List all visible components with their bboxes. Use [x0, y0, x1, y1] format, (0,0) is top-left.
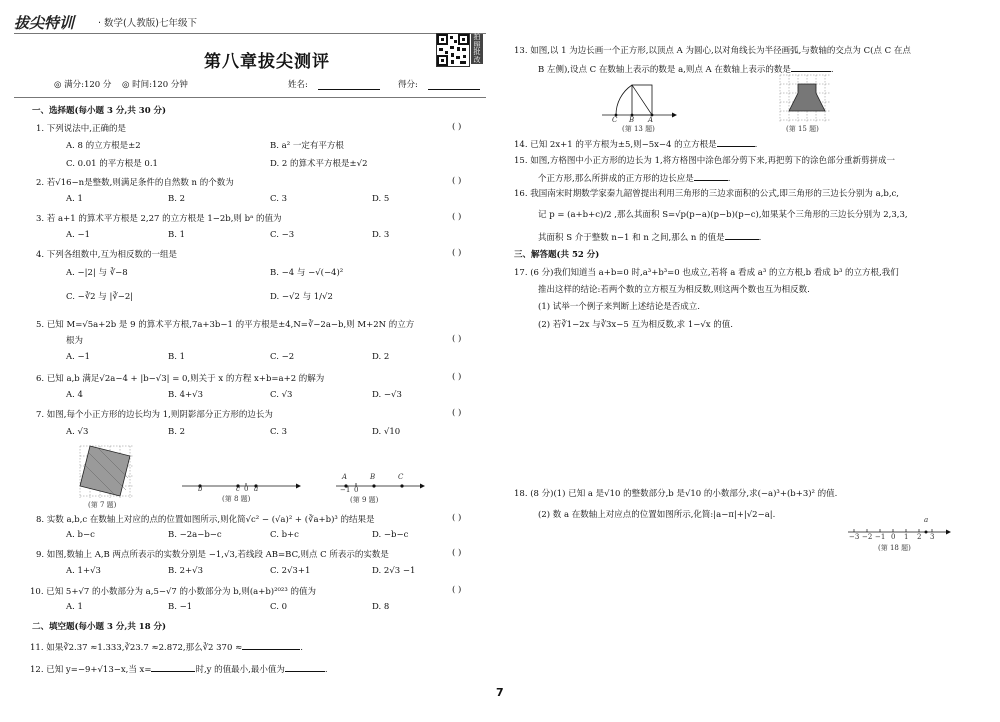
q17-part-2: (2) 若∛1−2x 与∛3x−5 互为相反数,求 1−√x 的值.: [538, 320, 733, 330]
q1-option-b[interactable]: B. a² 一定有平方根: [270, 141, 344, 151]
page-title: 第八章拔尖测评: [204, 52, 330, 72]
fig18-tick-neg2: −2: [862, 533, 873, 541]
q8-answer-paren[interactable]: ( ): [452, 513, 462, 523]
q3-option-d[interactable]: D. 3: [372, 230, 390, 240]
q5-stem: 5. 已知 M=√5a+2b 是 9 的算术平方根,7a+3b−1 的平方根是±4,N=∛−2a−b,则 M+2N 的立方: [36, 320, 415, 330]
q3-option-c[interactable]: C. −3: [270, 230, 295, 240]
header-rule: [14, 33, 486, 34]
q1-option-c[interactable]: C. 0.01 的平方根是 0.1: [66, 159, 158, 169]
q1-stem: 1. 下列说法中,正确的是: [36, 124, 127, 134]
q17-part-1: (1) 试举一个例子来判断上述结论是否成立.: [538, 302, 700, 312]
fig18-tick-3: 3: [930, 533, 935, 541]
q4-option-c[interactable]: C. −∛2 与 |∛−2|: [66, 292, 134, 302]
q6-option-c[interactable]: C. √3: [270, 390, 293, 400]
q7-option-a[interactable]: A. √3: [66, 427, 89, 437]
q9-option-c[interactable]: C. 2√3+1: [270, 566, 311, 576]
q1-answer-paren[interactable]: ( ): [452, 122, 462, 132]
q9-answer-paren[interactable]: ( ): [452, 548, 462, 558]
q9-stem: 9. 如图,数轴上 A,B 两点所表示的实数分别是 −1,√3,若线段 AB=BC,则点 C 所表示的实数是: [36, 550, 389, 560]
section-1-title: 一、选择题(每小题 3 分,共 30 分): [32, 106, 167, 116]
q2-stem: 2. 若√16−n是整数,则满足条件的自然数 n 的个数为: [36, 178, 234, 188]
q10-option-d[interactable]: D. 8: [372, 602, 390, 612]
qr-code-icon[interactable]: [436, 33, 470, 67]
q12-stem: 12. 已知 y=−9+√13−x,当 x= 时,y 的值最小,最小值为 .: [30, 662, 328, 675]
brand-logo: 拔尖特训: [14, 14, 75, 32]
q8-option-a[interactable]: A. b−c: [66, 530, 95, 540]
fig9-tick-zero: 0: [354, 486, 359, 494]
q16-stem-line3: 其面积 S 介于整数 n−1 和 n 之间,那么 n 的值是 .: [538, 230, 761, 243]
fig18-tick-2: 2: [917, 533, 922, 541]
score-label: 得分:: [398, 80, 418, 90]
full-score: ◎ 满分:120 分: [54, 80, 112, 90]
q15-text: 个正方形,那么所拼成的正方形的边长应是: [538, 174, 694, 184]
q9-option-b[interactable]: B. 2+√3: [168, 566, 204, 576]
q10-answer-paren[interactable]: ( ): [452, 585, 462, 595]
q13-stem-line2: B 左侧),设点 C 在数轴上表示的数是 a,则点 A 在数轴上表示的数是 .: [538, 62, 834, 75]
q17-stem-line2: 推出这样的结论:若两个数的立方根互为相反数,则这两个数也互为相反数.: [538, 285, 810, 295]
q1-option-d[interactable]: D. 2 的算术平方根是±√2: [270, 159, 368, 169]
figure-7-diagram: [78, 444, 138, 500]
figure-15-grid: [778, 73, 834, 125]
q2-option-c[interactable]: C. 3: [270, 194, 288, 204]
q18-answer-space[interactable]: [538, 556, 978, 676]
q3-answer-paren[interactable]: ( ): [452, 212, 462, 222]
fig18-point-label: a: [924, 516, 929, 524]
q14-stem: 14. 已知 2x+1 的平方根为±5,则−5x−4 的立方根是 .: [514, 137, 757, 150]
q5-option-d[interactable]: D. 2: [372, 352, 390, 362]
q8-option-d[interactable]: D. −b−c: [372, 530, 409, 540]
q8-stem: 8. 实数 a,b,c 在数轴上对应的点的位置如图所示,则化简√c² − (√a)² + (∛a+b)³ 的结果是: [36, 515, 375, 525]
q17-answer-space[interactable]: [538, 336, 978, 476]
fig8-label-b: b: [198, 485, 203, 493]
q10-option-c[interactable]: C. 0: [270, 602, 288, 612]
section-3-title: 三、解答题(共 52 分): [514, 250, 600, 260]
fig8-label-a: a: [254, 485, 259, 493]
q12-blank-x[interactable]: [151, 662, 195, 672]
name-label: 姓名:: [288, 80, 308, 90]
q9-option-d[interactable]: D. 2√3 −1: [372, 566, 416, 576]
fig9-label-B: B: [370, 473, 376, 481]
page-number: 7: [496, 686, 504, 699]
q6-stem: 6. 已知 a,b 满足√2a−4 + |b−√3| = 0,则关于 x 的方程 x+b=a+2 的解为: [36, 374, 325, 384]
q16-stem-line1: 16. 我国南宋时期数学家秦九韶曾提出利用三角形的三边求面积的公式,即三角形的三边长分别为 a,b,c,: [514, 189, 900, 199]
q5-option-c[interactable]: C. −2: [270, 352, 295, 362]
q9-option-a[interactable]: A. 1+√3: [66, 566, 101, 576]
fig8-label-c: c: [236, 485, 240, 493]
q4-stem: 4. 下列各组数中,互为相反数的一组是: [36, 250, 178, 260]
q16-blank[interactable]: [725, 230, 759, 240]
score-blank[interactable]: [428, 89, 480, 90]
q13-stem-line1: 13. 如图,以 1 为边长画一个正方形,以顶点 A 为圆心,以对角线长为半径画弧,与数轴的交点为 C(点 C 在点: [514, 46, 911, 56]
meta-rule: [14, 97, 486, 98]
figure-8-caption: (第 8 题): [222, 495, 251, 503]
q12-text-a: 12. 已知 y=−9+√13−x,当 x=: [30, 665, 152, 675]
q18-stem-part-2: (2) 数 a 在数轴上对应点的位置如图所示,化简:|a−π|+|√2−a|.: [538, 510, 776, 520]
fig13-label-A: A: [648, 116, 654, 124]
q13-blank[interactable]: [791, 62, 831, 72]
q4-option-d[interactable]: D. −√2 与 1/√2: [270, 292, 333, 302]
q5-option-b[interactable]: B. 1: [168, 352, 186, 362]
q14-blank[interactable]: [717, 137, 755, 147]
q12-text-b: 时,y 的值最小,最小值为: [195, 665, 285, 675]
q4-answer-paren[interactable]: ( ): [452, 248, 462, 258]
q8-option-c[interactable]: C. b+c: [270, 530, 299, 540]
q5-option-a[interactable]: A. −1: [66, 352, 91, 362]
q10-stem: 10. 已知 5+√7 的小数部分为 a,5−√7 的小数部分为 b,则(a+b)²⁰²³ 的值为: [30, 587, 316, 597]
q13-text: B 左侧),设点 C 在数轴上表示的数是 a,则点 A 在数轴上表示的数是: [538, 65, 791, 75]
q15-blank[interactable]: [694, 171, 728, 181]
q10-option-b[interactable]: B. −1: [168, 602, 193, 612]
fig9-label-C: C: [398, 473, 404, 481]
q16-text: 其面积 S 介于整数 n−1 和 n 之间,那么 n 的值是: [538, 233, 725, 243]
fig13-label-C: C: [612, 116, 618, 124]
section-2-title: 二、填空题(每小题 3 分,共 18 分): [32, 622, 167, 632]
q4-option-a[interactable]: A. −|2| 与 ∛−8: [66, 268, 128, 278]
q3-stem: 3. 若 a+1 的算术平方根是 2,27 的立方根是 1−2b,则 bᵃ 的值为: [36, 214, 282, 224]
q15-stem-line1: 15. 如图,方格图中小正方形的边长为 1,将方格图中涂色部分剪下来,再把剪下的涂色部分重新剪拼成一: [514, 156, 895, 166]
book-subject: · 数学(人教版)七年级下: [98, 18, 197, 29]
figure-13-caption: (第 13 题): [622, 125, 655, 133]
q3-option-a[interactable]: A. −1: [66, 230, 91, 240]
figure-7-caption: (第 7 题): [88, 501, 117, 509]
fig18-tick-neg1: −1: [875, 533, 886, 541]
q7-option-c[interactable]: C. 3: [270, 427, 288, 437]
q7-stem: 7. 如图,每个小正方形的边长均为 1,则阴影部分正方形的边长为: [36, 410, 273, 420]
q6-option-a[interactable]: A. 4: [66, 390, 83, 400]
q8-option-b[interactable]: B. −2a−b−c: [168, 530, 222, 540]
figure-18-caption: (第 18 题): [878, 544, 911, 552]
fig9-label-A: A: [342, 473, 348, 481]
q2-option-b[interactable]: B. 2: [168, 194, 186, 204]
q3-option-b[interactable]: B. 1: [168, 230, 186, 240]
q2-answer-paren[interactable]: ( ): [452, 176, 462, 186]
q5-stem-cont: 根为: [66, 336, 84, 346]
q7-answer-paren[interactable]: ( ): [452, 408, 462, 418]
fig8-label-zero: 0: [244, 485, 249, 493]
q1-option-a[interactable]: A. 8 的立方根是±2: [66, 141, 141, 151]
q7-option-b[interactable]: B. 2: [168, 427, 186, 437]
fig18-tick-neg3: −3: [849, 533, 860, 541]
q17-stem-line1: 17. (6 分)我们知道当 a+b=0 时,a³+b³=0 也成立,若将 a 看成 a³ 的立方根,b 看成 b³ 的立方根,我们: [514, 268, 899, 278]
q16-stem-line2: 记 p = (a+b+c)/2 ,那么其面积 S=√p(p−a)(p−b)(p−c),如果某个三角形的三边长分别为 2,3,3,: [538, 210, 908, 220]
q7-option-d[interactable]: D. √10: [372, 427, 401, 437]
q5-answer-paren[interactable]: ( ): [452, 334, 462, 344]
q18-stem-part-1: 18. (8 分)(1) 已知 a 是√10 的整数部分,b 是√10 的小数部分,求(−a)³+(b+3)² 的值.: [514, 489, 838, 499]
q4-option-b[interactable]: B. −4 与 −√(−4)²: [270, 268, 344, 278]
q15-stem-line2: 个正方形,那么所拼成的正方形的边长应是 .: [538, 171, 730, 184]
qr-label: 拍照批改: [471, 34, 483, 64]
figure-15-caption: (第 15 题): [786, 125, 819, 133]
q11-text: 11. 如果∛2.37 ≈1.333,∛23.7 ≈2.872,那么∛2 370 ≈: [30, 643, 243, 653]
fig18-tick-1: 1: [904, 533, 909, 541]
time-limit: ◎ 时间:120 分钟: [122, 80, 188, 90]
q6-answer-paren[interactable]: ( ): [452, 372, 462, 382]
q12-blank-min[interactable]: [285, 662, 325, 672]
q2-option-d[interactable]: D. 5: [372, 194, 390, 204]
fig9-tick-neg1: −1: [340, 486, 351, 494]
name-blank[interactable]: [318, 89, 380, 90]
fig18-tick-0: 0: [891, 533, 896, 541]
figure-9-caption: (第 9 题): [350, 496, 379, 504]
q14-text: 14. 已知 2x+1 的平方根为±5,则−5x−4 的立方根是: [514, 140, 717, 150]
q10-option-a[interactable]: A. 1: [66, 602, 83, 612]
fig13-label-B: B: [629, 116, 635, 124]
q6-option-d[interactable]: D. −√3: [372, 390, 402, 400]
q11-stem: 11. 如果∛2.37 ≈1.333,∛23.7 ≈2.872,那么∛2 370 ≈ .: [30, 640, 303, 653]
q11-blank[interactable]: [242, 640, 300, 650]
q6-option-b[interactable]: B. 4+√3: [168, 390, 204, 400]
q2-option-a[interactable]: A. 1: [66, 194, 83, 204]
